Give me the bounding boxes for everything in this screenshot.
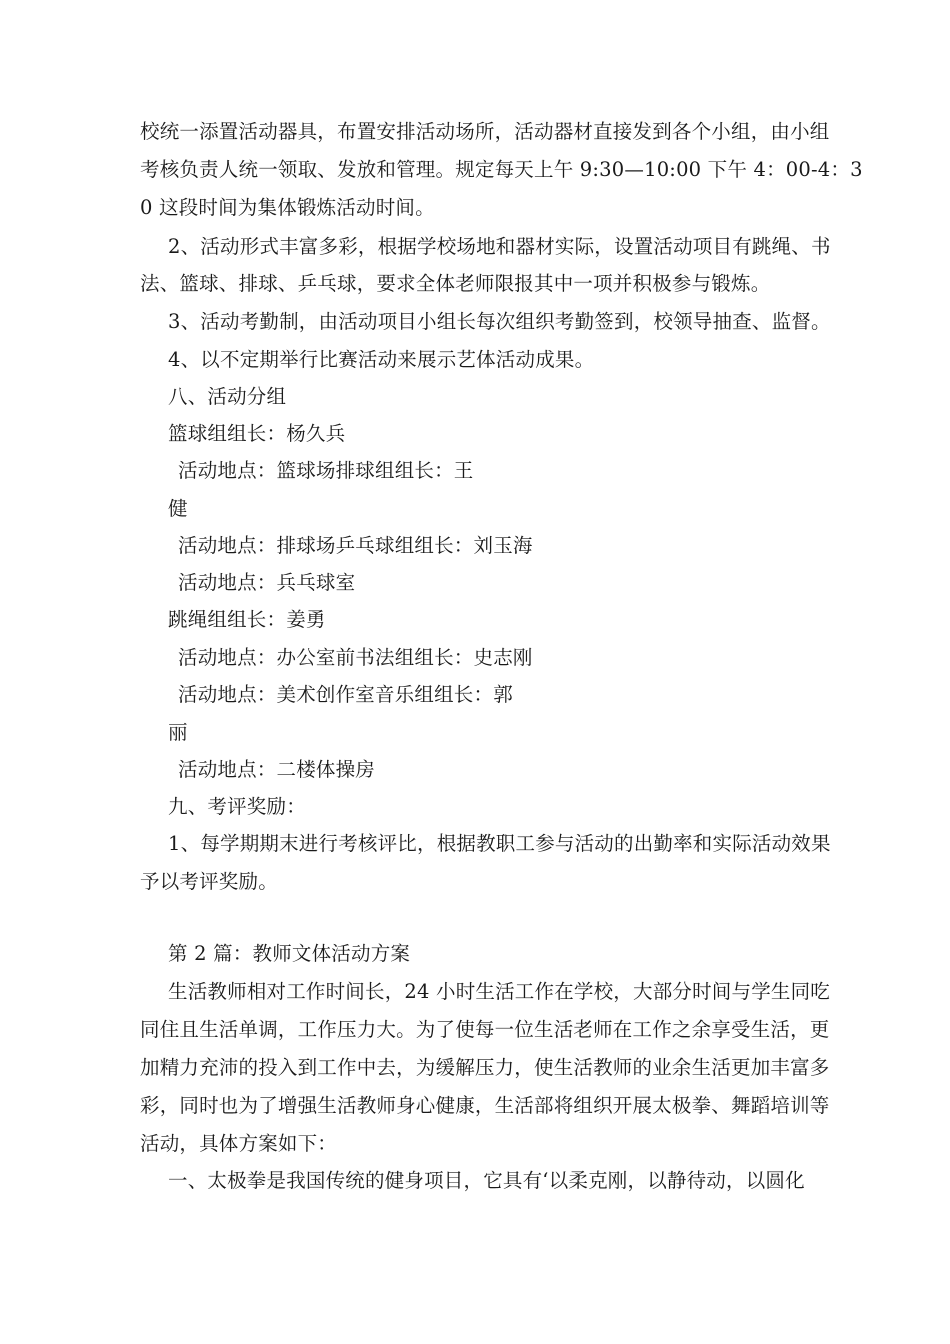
text-line: 活动，具体方案如下： xyxy=(140,1132,338,1155)
text-line: 4、以不定期举行比赛活动来展示艺体活动成果。 xyxy=(168,348,595,371)
text-line: 活动地点：排球场乒乓球组组长：刘玉海 xyxy=(178,534,533,557)
text-line: 活动地点：办公室前书法组组长：史志刚 xyxy=(178,646,533,669)
text-line: 法、篮球、排球、乒乓球，要求全体老师限报其中一项并积极参与锻炼。 xyxy=(140,272,771,295)
text-line: 篮球组组长：杨久兵 xyxy=(168,422,346,445)
chapter-title: 第 2 篇：教师文体活动方案 xyxy=(168,942,411,965)
text-line: 活动地点：二楼体操房 xyxy=(178,758,376,781)
section-heading: 八、活动分组 xyxy=(168,385,287,408)
text-line: 1、每学期期末进行考核评比，根据教职工参与活动的出勤率和实际活动效果 xyxy=(168,832,831,855)
text-line: 丽 xyxy=(168,721,188,744)
text-line: 同住且生活单调，工作压力大。为了使每一位生活老师在工作之余享受生活，更 xyxy=(140,1018,830,1041)
text-line: 活动地点：美术创作室音乐组组长：郭 xyxy=(178,683,513,706)
text-line: 活动地点：兵乓球室 xyxy=(178,571,356,594)
text-line: 生活教师相对工作时间长，24 小时生活工作在学校，大部分时间与学生同吃 xyxy=(168,980,831,1003)
text-line: 考核负责人统一领取、发放和管理。规定每天上午 9:30—10:00 下午 4：00-4：3 xyxy=(140,158,863,181)
text-line: 跳绳组组长：姜勇 xyxy=(168,608,326,631)
text-line: 彩，同时也为了增强生活教师身心健康，生活部将组织开展太极拳、舞蹈培训等 xyxy=(140,1094,830,1117)
text-line: 2、活动形式丰富多彩，根据学校场地和器材实际，设置活动项目有跳绳、书 xyxy=(168,235,831,258)
text-line: 3、活动考勤制，由活动项目小组长每次组织考勤签到，校领导抽查、监督。 xyxy=(168,310,831,333)
text-line: 一、太极拳是我国传统的健身项目，它具有‘以柔克刚，以静待动，以圆化 xyxy=(168,1169,805,1192)
section-heading: 九、考评奖励： xyxy=(168,795,306,818)
text-line: 加精力充沛的投入到工作中去，为缓解压力，使生活教师的业余生活更加丰富多 xyxy=(140,1056,830,1079)
text-line: 予以考评奖励。 xyxy=(140,870,278,893)
text-line: 校统一添置活动器具，布置安排活动场所，活动器材直接发到各个小组，由小组 xyxy=(140,120,830,143)
text-line: 活动地点：篮球场排球组组长：王 xyxy=(178,459,474,482)
text-line: 健 xyxy=(168,497,188,520)
text-line: 0 这段时间为集体锻炼活动时间。 xyxy=(140,196,435,219)
